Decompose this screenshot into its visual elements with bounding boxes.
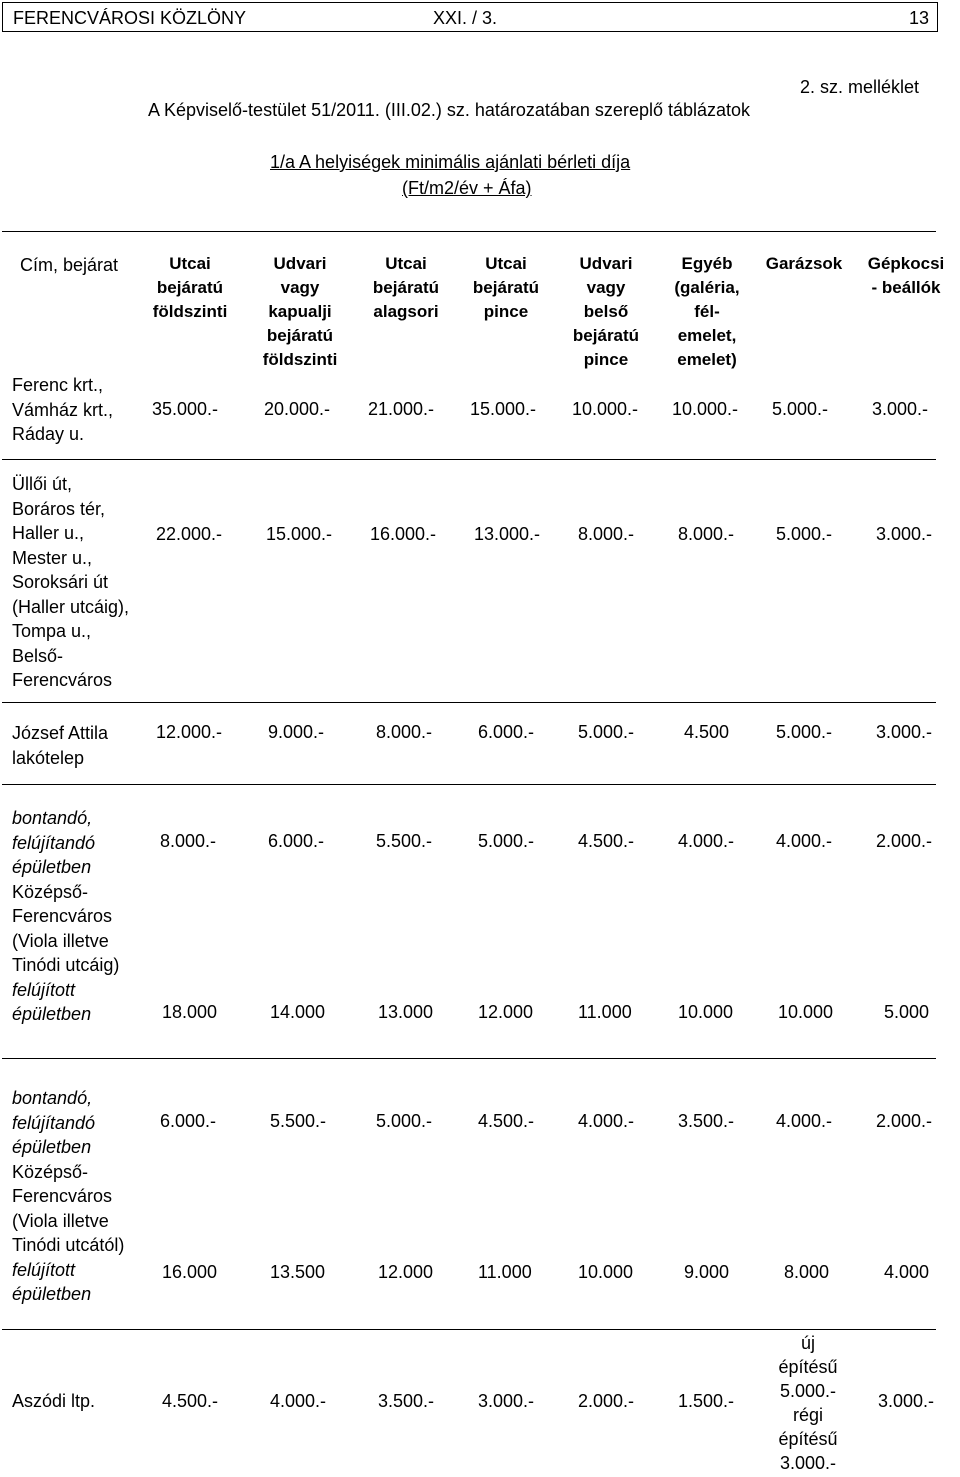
table-unit: (Ft/m2/év + Áfa) [402, 178, 532, 198]
row-divider [2, 784, 936, 785]
col-header-garages: Garázsok [765, 254, 843, 273]
table-cell: 8.000.- [578, 524, 635, 544]
row-2-address: Üllői út, Boráros tér, Haller u., Mester u., Soroksári út (Haller utcáig), Tompa u., Belső- Ferencváros [12, 474, 130, 690]
annex-label: 2. sz. melléklet [800, 77, 920, 97]
table-cell: 15.000.- [266, 524, 333, 544]
table-cell: 22.000.- [156, 524, 223, 544]
table-cell: 5.000.- [776, 722, 833, 742]
table-cell: 5.000 [884, 1002, 930, 1022]
table-cell: 9.000.- [268, 722, 325, 742]
table-cell: 16.000 [162, 1262, 218, 1282]
table-cell: 15.000.- [470, 399, 537, 419]
col-header-address: Cím, bejárat [20, 255, 119, 275]
row-divider [2, 1058, 936, 1059]
row-4-address: bontandó, felújítandó épületben Középső- Ferencváros (Viola illetve Tinódi utcáig) felújított épületben [12, 808, 120, 1024]
col-header-other: Egyéb (galéria, fél- emelet, emelet) [674, 254, 740, 369]
row-6-parking-value: 3.000.- [878, 1391, 935, 1411]
table-cell: 12.000 [478, 1002, 534, 1022]
resolution-title: A Képviselő-testület 51/2011. (III.02.) sz. határozatában szereplő táblázatok [148, 100, 751, 120]
table-cell: 4.000.- [578, 1111, 635, 1131]
table-cell: 5.000.- [772, 399, 829, 419]
table-cell: 3.000.- [478, 1391, 535, 1411]
col-header-street-basement: Utcai bejáratú alagsori [372, 254, 440, 321]
table-cell: 5.000.- [376, 1111, 433, 1131]
row-3-address: József Attila lakótelep [12, 723, 109, 768]
table-cell: 10.000.- [572, 399, 639, 419]
table-title: 1/a A helyiségek minimális ajánlati bérleti díja [270, 152, 631, 172]
table-cell: 4.500.- [478, 1111, 535, 1131]
table-cell: 11.000 [578, 1002, 632, 1022]
table-cell: 8.000.- [376, 722, 433, 742]
table-cell: 2.000.- [876, 831, 933, 851]
table-cell: 16.000.- [370, 524, 437, 544]
publication-name: FERENCVÁROSI KÖZLÖNY [13, 8, 247, 28]
table-cell: 4.000 [884, 1262, 930, 1282]
page-number: 13 [909, 8, 930, 28]
row-6-address: Aszódi ltp. [12, 1391, 96, 1411]
table-cell: 18.000 [162, 1002, 218, 1022]
table-cell: 6.000.- [160, 1111, 217, 1131]
table-cell: 8.000 [784, 1262, 830, 1282]
table-cell: 5.000.- [478, 831, 535, 851]
table-cell: 4.000.- [776, 831, 833, 851]
table-cell: 4.500.- [162, 1391, 219, 1411]
table-cell: 5.500.- [270, 1111, 327, 1131]
table-cell: 3.500.- [678, 1111, 735, 1131]
table-cell: 3.000.- [876, 524, 933, 544]
col-header-courtyard-ground: Udvari vagy kapualji bejáratú földszinti [262, 254, 338, 369]
row-divider [2, 1329, 936, 1330]
table-cell: 4.500.- [578, 831, 635, 851]
table-cell: 13.000 [378, 1002, 434, 1022]
table-cell: 10.000 [578, 1262, 634, 1282]
row-5-address: bontandó, felújítandó épületben Középső- Ferencváros (Viola illetve Tinódi utcától) felújított épületben [12, 1088, 125, 1304]
table-cell: 10.000 [778, 1002, 834, 1022]
table-cell: 9.000 [684, 1262, 730, 1282]
table-cell: 10.000 [678, 1002, 734, 1022]
table-cell: 13.000.- [474, 524, 541, 544]
issue-number: XXI. / 3. [433, 8, 498, 28]
table-cell: 6.000.- [478, 722, 535, 742]
table-cell: 8.000.- [678, 524, 735, 544]
table-cell: 20.000.- [264, 399, 331, 419]
row-6-garage-values: új építésű 5.000.- régi építésű 3.000.- [778, 1333, 838, 1473]
row-1-address: Ferenc krt., Vámház krt., Ráday u. [12, 375, 114, 444]
table-cell: 14.000 [270, 1002, 326, 1022]
table-cell: 4.500 [684, 722, 730, 742]
table-cell: 4.000.- [678, 831, 735, 851]
table-cell: 3.000.- [872, 399, 929, 419]
table-cell: 8.000.- [160, 831, 217, 851]
table-cell: 3.500.- [378, 1391, 435, 1411]
table-cell: 1.500.- [678, 1391, 735, 1411]
table-cell: 35.000.- [152, 399, 219, 419]
page-header [2, 2, 938, 32]
row-divider [2, 702, 936, 703]
table-cell: 12.000.- [156, 722, 223, 742]
table-cell: 4.000.- [270, 1391, 327, 1411]
table-cell: 10.000.- [672, 399, 739, 419]
col-header-parking: Gépkocsi - beállók [867, 254, 945, 297]
table-cell: 3.000.- [876, 722, 933, 742]
table-cell: 2.000.- [876, 1111, 933, 1131]
table-cell: 5.000.- [578, 722, 635, 742]
table-cell: 5.500.- [376, 831, 433, 851]
col-header-street-ground: Utcai bejáratú földszinti [152, 254, 228, 321]
table-cell: 21.000.- [368, 399, 435, 419]
table-cell: 4.000.- [776, 1111, 833, 1131]
table-cell: 11.000 [478, 1262, 532, 1282]
table-cell: 12.000 [378, 1262, 434, 1282]
table-cell: 5.000.- [776, 524, 833, 544]
col-header-street-cellar: Utcai bejáratú pince [472, 254, 540, 321]
table-cell: 6.000.- [268, 831, 325, 851]
row-divider [2, 459, 936, 460]
table-cell: 13.500 [270, 1262, 326, 1282]
table-top-border [2, 231, 936, 232]
table-cell: 2.000.- [578, 1391, 635, 1411]
col-header-courtyard-cellar: Udvari vagy belső bejáratú pince [572, 254, 640, 369]
